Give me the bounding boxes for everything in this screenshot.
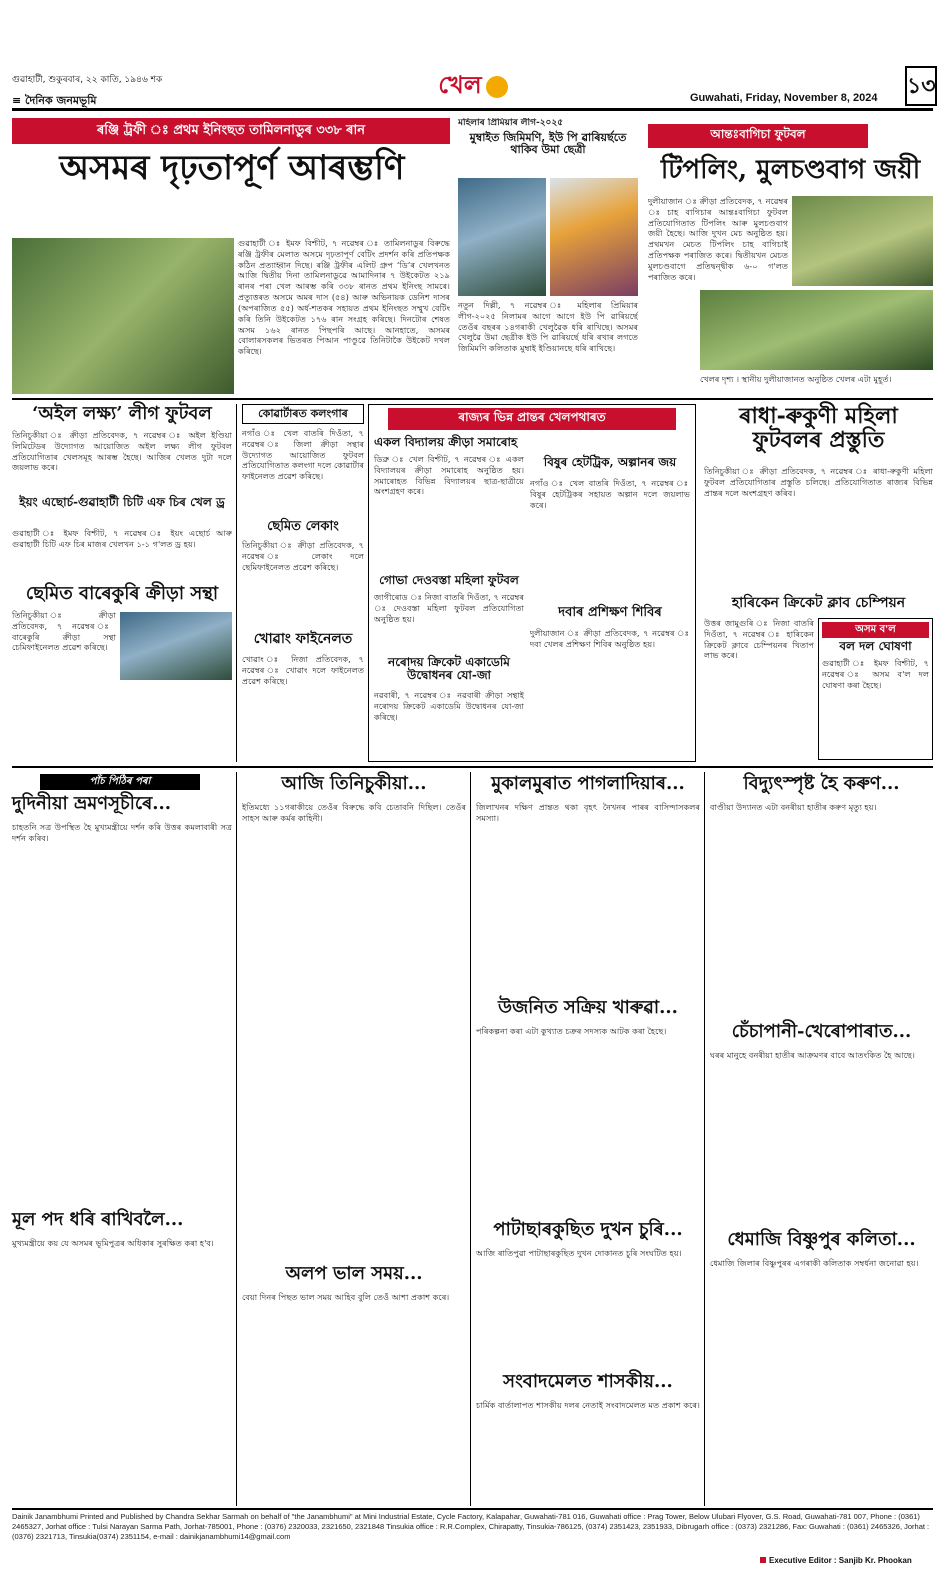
- lower-body-4: বাণ্ডীয়া উদ্যানত এটা বনৰীয়া হাতীৰ কৰুণ মৃত্যু হয়।: [710, 802, 877, 812]
- lower-body-1: চাহতনি সত্ৰ উপস্থিত হৈ মুখ্যমন্ত্ৰীয়ে দৰ্শন কৰি উত্তৰ কমলাবাৰী সত্ৰ দৰ্শন কৰিব।: [12, 822, 232, 843]
- imprint-line: Dainik Janambhumi Printed and Published by Chandra Sekhar Sarmah on behalf of "the Janambhumi" at Mini Industrial Estate, Cycle Factory, Kalapahar, Guwahati-781 016, Guwahati office : Prag Tower, Below Ulubari Flyover, G.S. Road, Guwahati-781 007, Phone : (0361) 2465327, Jorhat office : Tulsi Narayan Sarma Path, Jorhat-785001, Phone : (0376) 2320033, 2321650, 2321848 Tinsukia office : R.R.Complex, Chirapatty, Tinsukia-786125, (0374) 2351423, 2351933, Dibrugarh office : (0373) 2321286, Fax: Guwahati : (0361) 2465326, Jorhat : (0376) 2321713, Tinsukia(0374) 2351154, e-mail : dainikjanambhumi14@gmail.com: [12, 1512, 930, 1542]
- footer-rule: [12, 1508, 933, 1510]
- col1-body-1: তিনিচুকীয়া ঃ ক্ৰীড়া প্ৰতিবেদক, ৭ নৱেম্বৰ ঃ অইল ইণ্ডিয়া লিমিটেডৰ উদ্যোগত আয়োজিত অইল লক্ষ্য লীগ ফুটবল প্ৰতিযোগিতাৰ খেলসমূহ আৰম্ভ হৈছে। আজিৰ খেলত দুটা দলে জয়লাভ কৰে।: [12, 430, 232, 473]
- premier-tag: মহিলাৰ প্ৰিমিয়াৰ লীগ-২০২৫: [458, 118, 564, 128]
- player-photo-2: [550, 178, 638, 296]
- col-divider-3: [470, 772, 471, 1506]
- col-divider-4: [704, 772, 705, 1506]
- state-headline-5: দবাৰ প্ৰশিক্ষণ শিবিৰ: [558, 605, 662, 620]
- masthead-date-right: Guwahati, Friday, November 8, 2024: [690, 92, 878, 104]
- col1-headline-2: ইয়ং এছোৰ্চ-গুৱাহাটী চিটি এফ চিৰ খেল ড্ৰ: [19, 495, 225, 509]
- tea-headline: টিপলিং, মুলচণ্ডবাগ জয়ী: [660, 155, 921, 185]
- col-divider-2: [236, 772, 237, 1506]
- square-bullet-icon: [760, 1557, 766, 1563]
- tea-caption: খেলৰ দৃশ্য । স্থানীয় দুলীয়াজানত অনুষ্ঠিত খেলৰ এটা মুহূৰ্ত।: [700, 374, 892, 384]
- section-rule-1: [12, 398, 933, 400]
- khel-logo: [418, 62, 528, 112]
- executive-editor-text: Executive Editor : Sanjib Kr. Phookan: [769, 1556, 912, 1565]
- lower-body-3: জিলাখনৰ দক্ষিণ প্ৰান্তত থকা বৃহৎ নৈখনৰ পাৰৰ বাসিন্দাসকলৰ সমস্যা।: [476, 802, 700, 823]
- assam-ball-body: গুৱাহাটী ঃ ইমফ বিশ্চীট, ৭ নৱেম্বৰ ঃ অসম ব'ল দল ঘোষণা কৰা হৈছে।: [822, 658, 929, 690]
- lower-headline-6: অলপ ভাল সময়...: [285, 1263, 423, 1284]
- lower-body-7: পৰিকল্পনা কৰা এটা কুখ্যাত চক্ৰৰ সদস্যক আটক কৰা হৈছে।: [476, 1026, 667, 1036]
- tea-banner: আন্তঃবাগিচা ফুটবল: [648, 124, 868, 148]
- football-photo-1: [792, 196, 933, 286]
- state-headline-1: একল বিদ্যালয় ক্ৰীড়া সমাৰোহ: [374, 435, 518, 449]
- ranji-headline: অসমৰ দৃঢ়তাপূৰ্ণ আৰম্ভণি: [59, 148, 405, 188]
- lower-headline-5: মূল পদ ধৰি ৰাখিবলৈ...: [12, 1209, 184, 1230]
- cricket-photo: [12, 238, 234, 394]
- col2-body-1: নগাঁও ঃ খেল বাতৰি দিওঁতা, ৭ নৱেম্বৰ ঃ জিলা ক্ৰীড়া সন্থাৰ উদ্যোগত আয়োজিত ফুটবল প্ৰতিযোগিতাত কলংগা দলে কোৱাৰ্টাৰ ফাইনেলত প্ৰৱেশ কৰিছে।: [242, 428, 364, 482]
- col2-body-2: তিনিচুকীয়া ঃ ক্ৰীড়া প্ৰতিবেদক, ৭ নৱেম্বৰ ঃ লেকাং দলে ছেমিফাইনেলত প্ৰৱেশ কৰিছে।: [242, 540, 364, 572]
- lower-headline-10: চেঁচাপানী-খেৰোপাৰাত...: [731, 1021, 912, 1042]
- lower-headline-11: ধেমাজি বিষ্ণুপুৰ কলিতা...: [727, 1229, 916, 1250]
- lower-body-10: ঘৰৰ মানুহে বনৰীয়া হাতীৰ আক্ৰমণৰ বাবে আতংকিত হৈ আছে।: [710, 1050, 915, 1060]
- state-body-1: ডিব্ৰু ঃ খেল বিশ্চীট, ৭ নৱেম্বৰ ঃ একল বিদ্যালয়ৰ ক্ৰীড়া সমাৰোহ অনুষ্ঠিত হয়। সমাৰোহত বিভিন্ন বিদ্যালয়ৰ ছাত্ৰ-ছাত্ৰীয়ে অংশগ্ৰহণ কৰে।: [374, 454, 524, 497]
- col1-body-3: তিনিচুকীয়া ঃ ক্ৰীড়া প্ৰতিবেদক, ৭ নৱেম্বৰ ঃ বাৰেকুৰি ক্ৰীড়া সন্থা চেমিফাইনেলত প্ৰৱেশ কৰিছে।: [12, 610, 116, 653]
- col1-headline-3: ছেমিত বাৰেকুৰি ক্ৰীড়া সন্থা: [25, 583, 219, 604]
- col2-headline-1: কোৱাৰ্টাৰত কলংগাৰ: [242, 404, 364, 424]
- col2-headline-3: খোৱাং ফাইনেলত: [253, 631, 353, 647]
- lower-headline-3: মুকালমুৰাত পাগলাদিয়াৰ...: [491, 773, 685, 794]
- page-number: ১৩: [905, 66, 937, 106]
- executive-editor: [760, 1556, 912, 1565]
- masthead-date-left: গুৱাহাটী, শুকুৰবাৰ, ২২ কাতি, ১৯৪৬ শক: [12, 75, 163, 85]
- assam-ball-title: অসম ব'ল: [822, 622, 929, 638]
- player-photo-1: [458, 178, 546, 296]
- ranji-banner: ৰঞ্জি ট্ৰফী ঃ প্ৰথম ইনিংছত তামিলনাডুৰ ৩৩৮ ৰান: [12, 118, 450, 144]
- lower-body-9: চাৰ্মিক বাৰ্তালাপত শাসকীয় দলৰ নেতাই সংবাদমেলত মত প্ৰকাশ কৰে।: [476, 1400, 700, 1410]
- hurricane-headline: হাৰিকেন ক্ৰিকেট ক্লাব চেম্পিয়ন: [731, 595, 906, 611]
- team-photo: [120, 612, 232, 680]
- tea-body: দুলীয়াজান ঃ ক্ৰীড়া প্ৰতিবেদক, ৭ নৱেম্বৰ ঃ চাহ বাগিচাৰ আন্তঃবাগিচা ফুটবল প্ৰতিযোগিতাত টিপলিং আৰু মুলচণ্ডবাগ জয়ী হৈছে। আজি দুখন মেচ অনুষ্ঠিত হয়। প্ৰথমখন মেচত টিপলিং চাহ বাগিচাই প্ৰতিপক্ষক পৰাজিত কৰে। দ্বিতীয়খন মেচত মুলচণ্ডবাগে প্ৰতিদ্বন্দ্বীক ৬-০ গ'লত পৰাজিত কৰে।: [648, 196, 788, 282]
- lower-headline-7: উজনিত সক্ৰিয় খাৰুৱা...: [498, 997, 678, 1018]
- lower-body-6: বেয়া দিনৰ পিছত ভাল সময় আহিব বুলি তেওঁ আশা প্ৰকাশ কৰে।: [242, 1292, 450, 1302]
- lower-headline-8: পাটাছাৰকুছিত দুখন চুৰি...: [493, 1219, 683, 1240]
- lower-body-11: ধেমাজি জিলাৰ বিষ্ণুপুৰৰ এগৰাকী কলিতাক সম্বৰ্ধনা জনোৱা হয়।: [710, 1258, 919, 1268]
- col1-body-2: গুৱাহাটী ঃ ইমফ বিশ্চীট, ৭ নৱেম্বৰ ঃ ইয়ং এছোৰ্চ আৰু গুৱাহাটী চিটি এফ চিৰ মাজৰ খেলখন ১-১ গ'লত ড্ৰ হয়।: [12, 528, 232, 549]
- col2-headline-2: ছেমিত লেকাং: [267, 519, 339, 534]
- state-headline-3: নৰোদয় ক্ৰিকেট একাডেমি উদ্বোধনৰ যো-জা: [388, 655, 510, 683]
- state-body-5: দুলীয়াজান ঃ ক্ৰীড়া প্ৰতিবেদক, ৭ নৱেম্বৰ ঃ দবা খেলৰ প্ৰশিক্ষণ শিবিৰ অনুষ্ঠিত হয়।: [530, 628, 690, 649]
- lower-body-8: আজি ৰাতিপুৱা পাটাছাৰকুছিত দুখন দোকানত চুৰি সংঘটিত হয়।: [476, 1248, 682, 1258]
- premier-body: নতুন দিল্লী, ৭ নৱেম্বৰ ঃ মহিলাৰ প্ৰিমিয়াৰ লীগ-২০২৫ নিলামৰ আগে আগে ইউ পি ৱাৰিয়ৰ্ছে তেওঁৰ বছৰৰ ১৪গৰাকী খেলুৱৈক ধৰি ৰাখিছে। অসমৰ খেলুৱৈ উমা ছেত্ৰীক ইউ পি ৱাৰিয়ৰ্ছে ধৰি ৰখাৰ লগতে জিমিমণি কলিতাক মুম্বাই ইণ্ডিয়ানছে ধৰি ৰাখিছে।: [458, 300, 638, 354]
- premier-headline: মুম্বাইত জিমিমণি, ইউ পি ৱাৰিয়ৰ্ছতে থাকিব উমা ছেত্ৰী: [469, 131, 627, 157]
- lower-headline-2: আজি তিনিচুকীয়া...: [281, 773, 427, 794]
- lower-headline-4: বিদ্যুৎস্পৃষ্ট হৈ কৰুণ...: [743, 773, 900, 794]
- continuation-label: পাঁচ পিঠিৰ পৰা: [40, 774, 200, 790]
- state-headline-4: বিষুৰ হেটট্ৰিক, অল্পানৰ জয়: [543, 455, 677, 469]
- lower-headline-9: সংবাদমেলত শাসকীয়...: [503, 1371, 673, 1392]
- hurricane-body: উত্তৰ জামুগুৰি ঃ নিজা বাতৰি দিওঁতা, ৭ নৱেম্বৰ ঃ হাৰিকেন ক্ৰিকেট ক্লাবে চেম্পিয়নৰ খিতাপ লাভ কৰে।: [704, 618, 814, 661]
- paper-name: ≡ দৈনিক জনমভূমি: [12, 94, 97, 107]
- masthead-rule: [12, 108, 933, 111]
- col-divider-1: [236, 404, 237, 762]
- assam-ball-headline: বল দল ঘোষণা: [839, 639, 912, 653]
- state-body-4: নগাঁও ঃ খেল বাতৰি দিওঁতা, ৭ নৱেম্বৰ ঃ বিষুৰ হেটট্ৰিকৰ সহায়ত অল্পান দলে জয়লাভ কৰে।: [530, 478, 690, 510]
- radha-body: তিনিচুকীয়া ঃ ক্ৰীড়া প্ৰতিবেদক, ৭ নৱেম্বৰ ঃ ৰাধা-ৰুকুণী মহিলা ফুটবল প্ৰতিযোগিতাৰ প্ৰস্তুতি চলিছে। প্ৰতিযোগিতাত ৰাজ্যৰ বিভিন্ন প্ৰান্তৰ দলে অংশগ্ৰহণ কৰিব।: [704, 466, 933, 498]
- col2-body-3: খোৱাং ঃ নিজা প্ৰতিবেদক, ৭ নৱেম্বৰ ঃ খোৱাং দলে ফাইনেলত প্ৰৱেশ কৰিছে।: [242, 654, 364, 686]
- state-sports-banner: ৰাজ্যৰ ভিন্ন প্ৰান্তৰ খেলপথাৰত: [388, 408, 676, 430]
- state-headline-2: গোভা দেওবস্তা মহিলা ফুটবল: [379, 573, 519, 587]
- ball-icon: [486, 76, 508, 98]
- col1-headline-1: ‘অইল লক্ষ্য’ লীগ ফুটবল: [32, 403, 212, 424]
- state-body-3: নৱবাৰী, ৭ নৱেম্বৰ ঃ নৱবাৰী ক্ৰীড়া সন্থাই নৰোদয় ক্ৰিকেট একাডেমি উদ্বোধনৰ যো-জা কৰিছে।: [374, 690, 524, 722]
- lower-body-2: ইতিমধ্যে ১১গৰাকীয়ে তেওঁৰ বিৰুদ্ধে কবি চেতাবনি দিছিল। তেওঁৰ সাহস আৰু কৰ্মৰ কাহিনী।: [242, 802, 466, 823]
- radha-headline: ৰাধা-ৰুকুণী মহিলা ফুটবলৰ প্ৰস্তুতি: [739, 403, 898, 454]
- lower-body-5: মুখ্যমন্ত্ৰীয়ে কয় যে অসমৰ ভূমিপুত্ৰৰ অধিকাৰ সুৰক্ষিত কৰা হ'ব।: [12, 1238, 214, 1248]
- state-body-2: জাগীৰোড ঃ নিজা বাতৰি দিওঁতা, ৭ নৱেম্বৰ ঃ দেওবস্তা মহিলা ফুটবল প্ৰতিযোগিতা অনুষ্ঠিত হয়।: [374, 592, 524, 624]
- logo-text: খেল: [438, 71, 482, 99]
- lower-headline-1: দুদিনীয়া ভ্ৰমণসূচীৰে...: [12, 793, 172, 814]
- section-rule-2: [12, 766, 933, 768]
- football-photo-2: [700, 290, 933, 370]
- ranji-body: গুৱাহাটী ঃ ইমফ বিশ্চীট, ৭ নৱেম্বৰ ঃ তামিলনাডুৰ বিৰুদ্ধে ৰঞ্জি ট্ৰফীৰ মেলাত অসমে দৃঢ়তাপূৰ্ণ বেটিং প্ৰদৰ্শন কৰি প্ৰতিপক্ষক কঠিন প্ৰত্যাহ্বান দিছে। ৰঞ্জি ট্ৰফীৰ এলিট গ্ৰুপ ‘ডি’ৰ খেলখনত আজি দ্বিতীয় দিনা তামিলনাডুৱে আমাদিনাৰ ৭ উইকেটত ২১৯ ৰানৰ পৰা খেল আৰম্ভ কৰি ৩৩৮ ৰানত প্ৰথম ইনিংছ সামৰে। প্ৰত্যুত্তৰত অসমে অমৰ দাস (৫৪) আৰু অভিনায়ক ডেনিশ দাসৰ (অপৰাজিত ৫৫) অৰ্ধ-শতকৰ সহায়ত প্ৰথম ইনিংছত সম্মুখ বেটিং কৰি তিনি উইকেটত ১৭৬ ৰান সংগ্ৰহ কৰিছে। দিনটোৰ শেষত অসম ১৬২ ৰানত পিছপৰি আছে। আনহাতে, অসমৰ বোলাৰসকলৰ ভিতৰত পিআন পাণ্ডুৱে তিনিটাকৈ উইকেট দখল কৰিছে।: [238, 238, 450, 357]
